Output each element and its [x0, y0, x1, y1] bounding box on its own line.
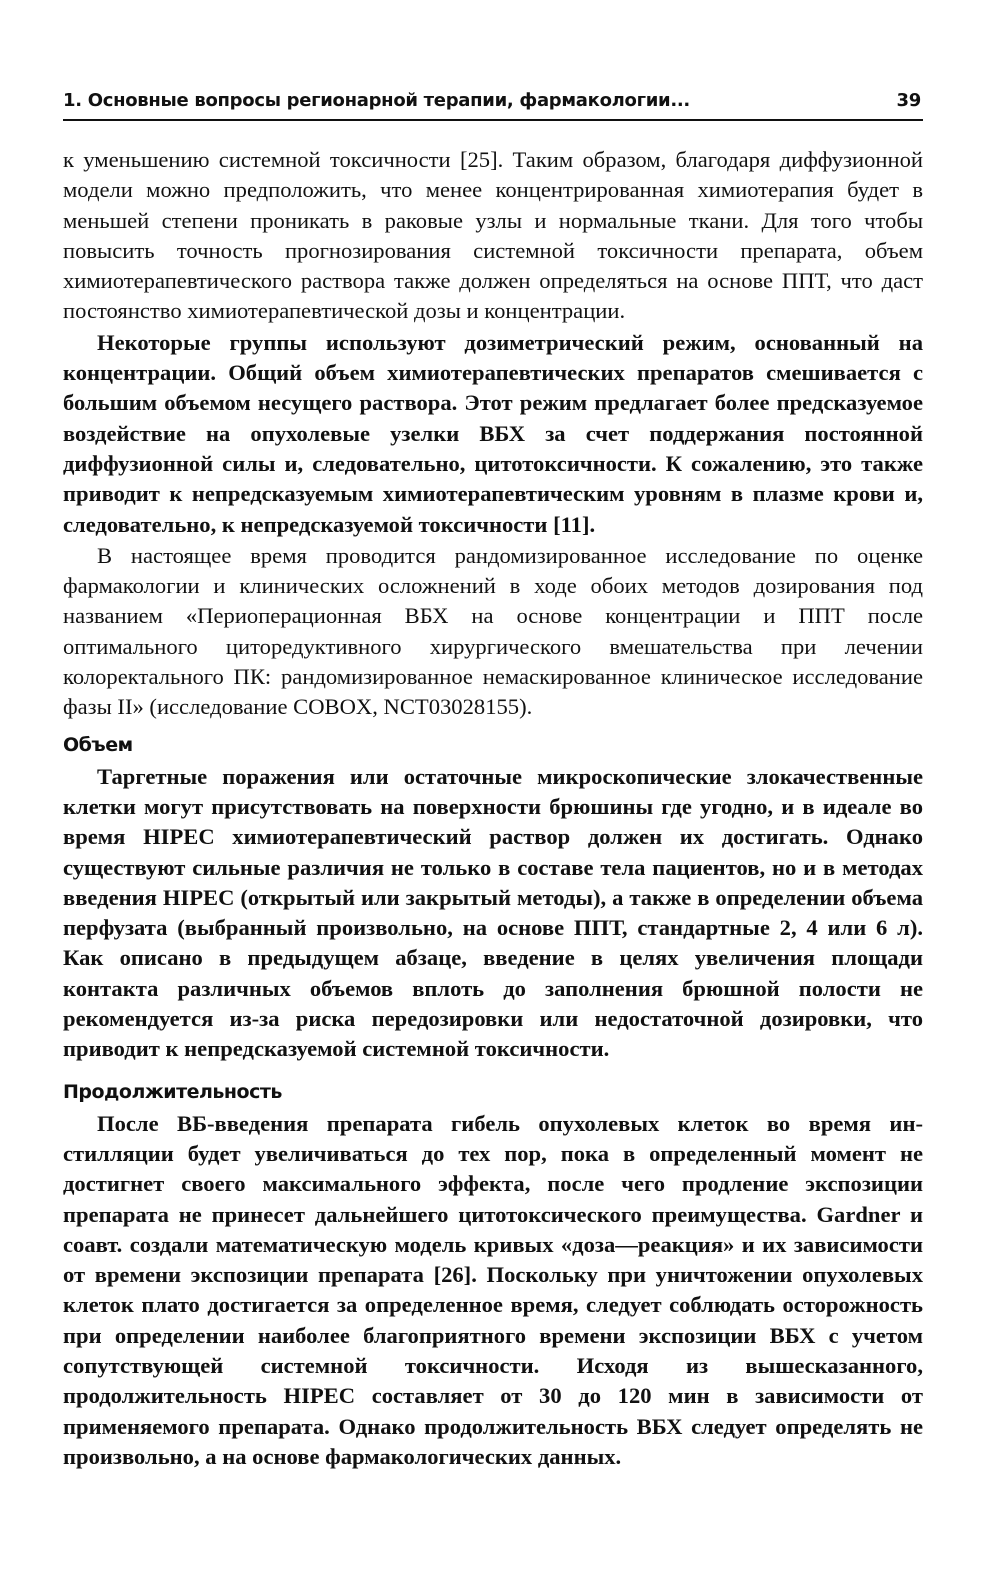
paragraph-dosimetric-regime: Некоторые группы используют дозиметрический режим, основанный на концентрации. Общий объем химиотерапевтических препаратов смешивается с большим объемом несущего раствора. Этот режим предлагает более предсказуемое воздействие на опухолевые узелки ВБХ за счет поддержания постоянной диффузионной силы и, следовательно, цитотоксичности. К сожалению, это также приводит к непредсказуемым химиотерапевтическим уровням в плазме крови и, следовательно, к непредсказуемой токсичности [11].: [63, 329, 923, 537]
section-heading-duration: Продолжительность: [63, 1080, 282, 1103]
paragraph-continuation: к уменьшению системной токсичности [25]. Таким образом, благодаря диффузионной модели можно предположить, что менее концентрированная химиотерапия будет в меньшей степени проникать в раковые узлы и нормальные ткани. Для того чтобы повысить точность прогнозирования системной токсичности препарата, объем химиотерапевтического раствора также должен определяться на основе ППТ, что даст постоянство химиотерапевтической дозы и концентрации.: [63, 147, 923, 324]
running-header: [63, 90, 923, 121]
paragraph-volume: Таргетные поражения или остаточные микроскопические злокачественные клетки могут присутствовать на поверхности брюшины где угодно, и в идеале во время HIPEC химиотерапевтический раствор должен их достигать. Однако существуют сильные различия не только в составе тела пациентов, но и в методах введения HIPEC (открытый или закрытый методы), а также в определении объема перфузата (выбранный произвольно, на основе ППТ, стандартные 2, 4 или 6 л). Как описано в предыдущем абзаце, введение в целях увеличения площади контакта различных объемов вплоть до заполнения брюшной полости не рекомендуется из-за риска передозировки или недостаточной дозировки, что приводит к непредсказуемой системной токсичности.: [63, 763, 923, 1062]
paragraph-duration: После ВБ-введения препарата гибель опухолевых клеток во время инстилляции будет увеличиваться до тех пор, пока в определенный момент не достигнет своего максимального эффекта, после чего продление экспозиции препарата не принесет дальнейшего цитотоксического преимущества. Gardner и соавт. создали математическую модель кривых «доза—реакция» и их зависимости от времени экспозиции препарата [26]. Поскольку при уничтожении опухолевых клеток плато достигается за определенное время, следует соблюдать осторожность при определении наиболее благоприятного времени экспозиции ВБХ с учетом сопутствующей системной токсичности. Исходя из вышесказанного, продолжительность HIPEC составляет от 30 до 120 мин в зависимости от применяемого препарата. Однако продолжительность ВБХ следует определять не произвольно, а на основе фармакологических данных.: [63, 1110, 923, 1469]
body-text: [63, 145, 923, 1472]
chapter-title: 1. Основные вопросы регионарной терапии, фармакологии...: [63, 90, 690, 111]
paragraph-randomized-study: В настоящее время проводится рандомизированное исследование по оценке фармакологии и клинических осложнений в ходе обоих методов дозирования под названием «Периоперационная ВБХ на основе концентрации и ППТ после оптимального циторедуктивного хирургического вмешательства при лечении колоректального ПК: рандомизированное немаскированное клиническое исследование фазы II» (исследование COBOX, NCT03028155).: [63, 542, 923, 720]
section-heading-volume: Объем: [63, 733, 133, 756]
book-page: [63, 90, 923, 1472]
page-number: 39: [896, 90, 921, 111]
